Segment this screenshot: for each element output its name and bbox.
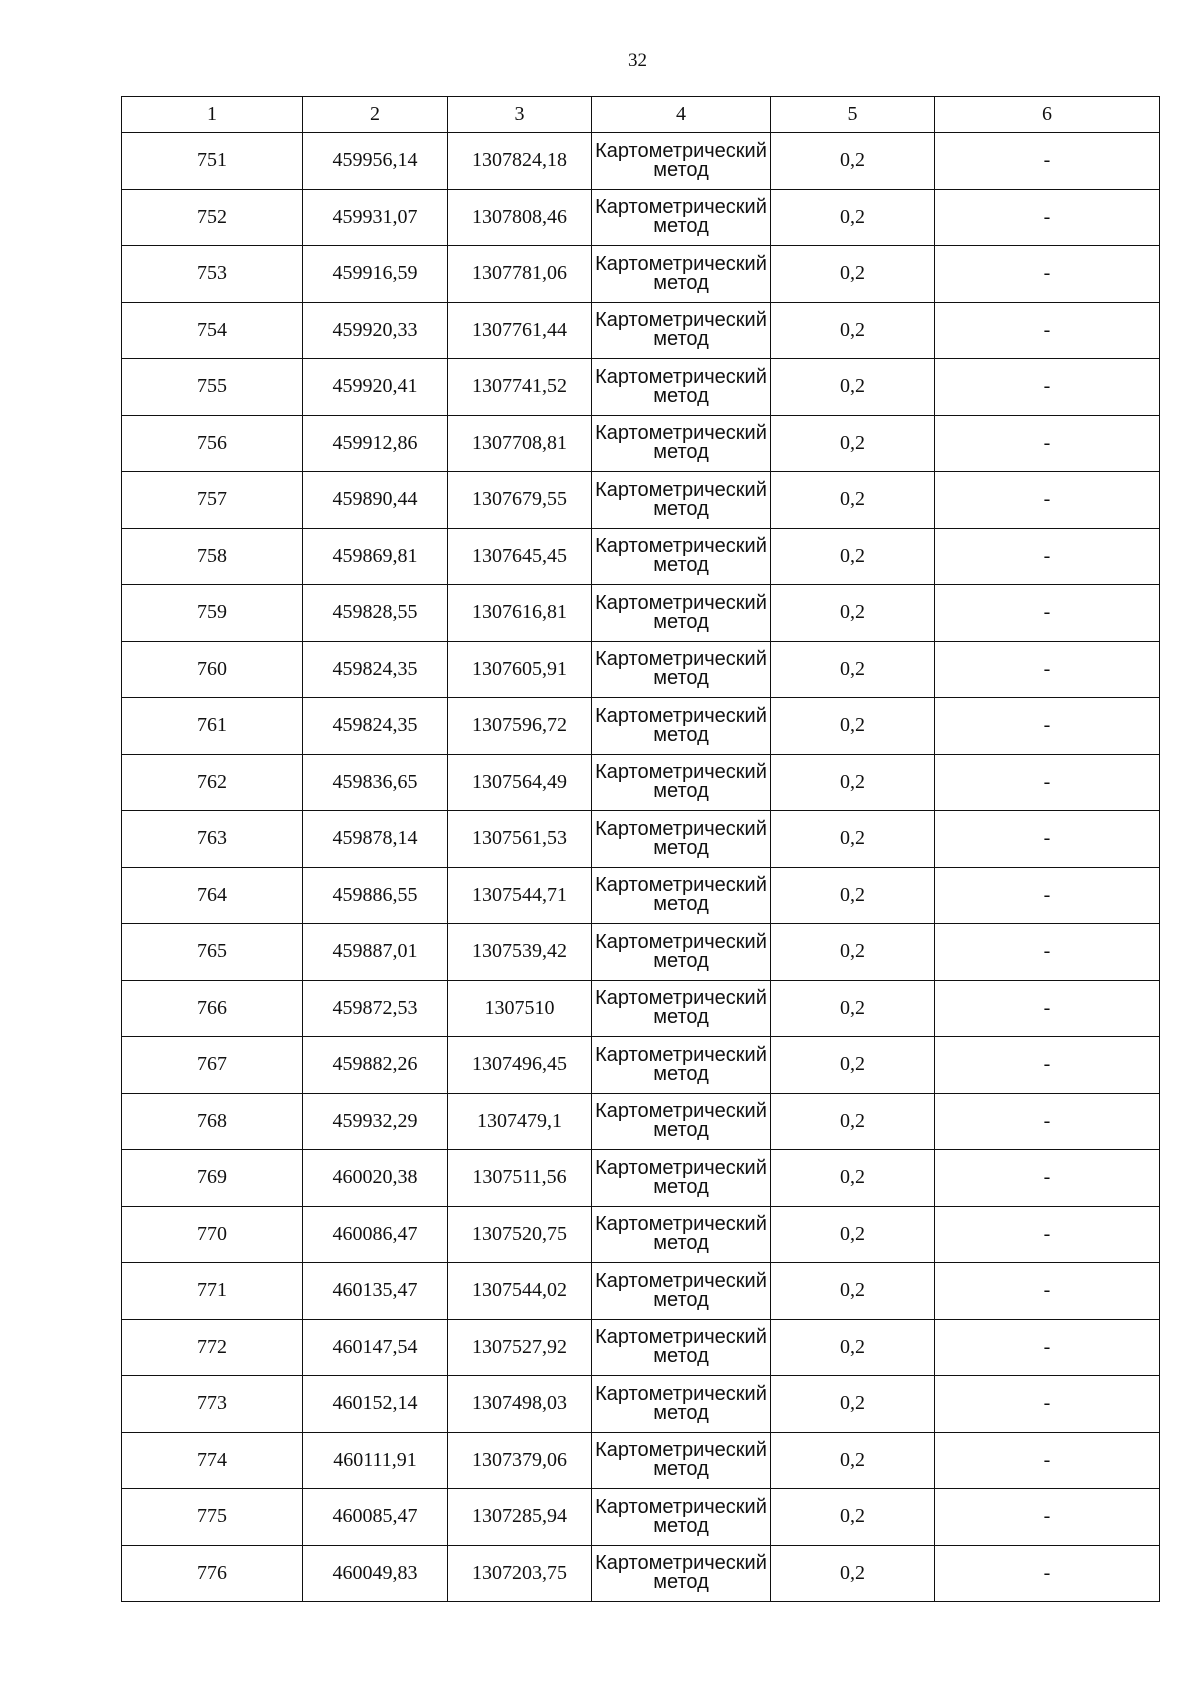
x-coordinate-cell: 460049,83 <box>303 1545 448 1602</box>
accuracy-cell: 0,2 <box>771 189 935 246</box>
x-coordinate-cell: 460085,47 <box>303 1489 448 1546</box>
method-line-1: Картометрический <box>595 874 767 897</box>
point-number-cell: 763 <box>122 811 303 868</box>
x-coordinate-cell: 460147,54 <box>303 1319 448 1376</box>
accuracy-cell: 0,2 <box>771 472 935 529</box>
point-number-cell: 759 <box>122 585 303 642</box>
table-row <box>122 246 1160 303</box>
method-line-1: Картометрический <box>595 252 767 275</box>
point-number-cell: 775 <box>122 1489 303 1546</box>
point-number-cell: 761 <box>122 698 303 755</box>
method-line-2: метод <box>653 1571 709 1594</box>
method-line-2: метод <box>653 723 709 746</box>
x-coordinate-cell: 459956,14 <box>303 133 448 190</box>
point-number-cell: 754 <box>122 302 303 359</box>
point-number-cell: 764 <box>122 867 303 924</box>
table-row <box>122 472 1160 529</box>
y-coordinate-cell: 1307616,81 <box>448 585 592 642</box>
method-line-2: метод <box>653 441 709 464</box>
note-cell: - <box>935 1206 1160 1263</box>
accuracy-cell: 0,2 <box>771 698 935 755</box>
method-line-1: Картометрический <box>595 930 767 953</box>
method-line-2: метод <box>653 836 709 859</box>
point-number-cell: 769 <box>122 1150 303 1207</box>
point-number-cell: 772 <box>122 1319 303 1376</box>
y-coordinate-cell: 1307496,45 <box>448 1037 592 1094</box>
y-coordinate-cell: 1307544,71 <box>448 867 592 924</box>
point-number-cell: 765 <box>122 924 303 981</box>
note-cell: - <box>935 811 1160 868</box>
method-line-1: Картометрический <box>595 761 767 784</box>
method-cell <box>592 1263 771 1320</box>
method-cell <box>592 585 771 642</box>
y-coordinate-cell: 1307498,03 <box>448 1376 592 1433</box>
point-number-cell: 767 <box>122 1037 303 1094</box>
point-number-cell: 757 <box>122 472 303 529</box>
point-number-cell: 751 <box>122 133 303 190</box>
column-header: 3 <box>448 97 592 133</box>
note-cell: - <box>935 754 1160 811</box>
method-line-1: Картометрический <box>595 648 767 671</box>
method-cell <box>592 1206 771 1263</box>
point-number-cell: 756 <box>122 415 303 472</box>
note-cell: - <box>935 528 1160 585</box>
method-line-2: метод <box>653 667 709 690</box>
table-row <box>122 133 1160 190</box>
header-row <box>122 97 1160 133</box>
method-cell <box>592 189 771 246</box>
method-cell <box>592 1376 771 1433</box>
table-row <box>122 1093 1160 1150</box>
note-cell: - <box>935 867 1160 924</box>
y-coordinate-cell: 1307520,75 <box>448 1206 592 1263</box>
y-coordinate-cell: 1307203,75 <box>448 1545 592 1602</box>
y-coordinate-cell: 1307539,42 <box>448 924 592 981</box>
x-coordinate-cell: 460111,91 <box>303 1432 448 1489</box>
y-coordinate-cell: 1307379,06 <box>448 1432 592 1489</box>
column-header: 5 <box>771 97 935 133</box>
y-coordinate-cell: 1307510 <box>448 980 592 1037</box>
method-line-1: Картометрический <box>595 309 767 332</box>
method-line-1: Картометрический <box>595 1552 767 1575</box>
table-row <box>122 528 1160 585</box>
table-row <box>122 359 1160 416</box>
method-line-2: метод <box>653 1175 709 1198</box>
table-row <box>122 754 1160 811</box>
method-line-2: метод <box>653 328 709 351</box>
y-coordinate-cell: 1307708,81 <box>448 415 592 472</box>
method-line-2: метод <box>653 215 709 238</box>
method-line-1: Картометрический <box>595 139 767 162</box>
method-cell <box>592 359 771 416</box>
x-coordinate-cell: 459828,55 <box>303 585 448 642</box>
column-header: 2 <box>303 97 448 133</box>
method-line-2: метод <box>653 1288 709 1311</box>
method-line-2: метод <box>653 271 709 294</box>
table-row <box>122 189 1160 246</box>
note-cell: - <box>935 641 1160 698</box>
accuracy-cell: 0,2 <box>771 1150 935 1207</box>
method-cell <box>592 415 771 472</box>
accuracy-cell: 0,2 <box>771 1263 935 1320</box>
table-row <box>122 1037 1160 1094</box>
y-coordinate-cell: 1307564,49 <box>448 754 592 811</box>
table-row <box>122 1376 1160 1433</box>
accuracy-cell: 0,2 <box>771 415 935 472</box>
x-coordinate-cell: 459920,41 <box>303 359 448 416</box>
table-row <box>122 1319 1160 1376</box>
point-number-cell: 758 <box>122 528 303 585</box>
note-cell: - <box>935 1263 1160 1320</box>
y-coordinate-cell: 1307511,56 <box>448 1150 592 1207</box>
method-line-2: метод <box>653 384 709 407</box>
accuracy-cell: 0,2 <box>771 246 935 303</box>
method-cell <box>592 472 771 529</box>
method-line-1: Картометрический <box>595 1382 767 1405</box>
method-line-2: метод <box>653 1062 709 1085</box>
x-coordinate-cell: 459824,35 <box>303 641 448 698</box>
accuracy-cell: 0,2 <box>771 867 935 924</box>
method-cell <box>592 246 771 303</box>
note-cell: - <box>935 1093 1160 1150</box>
method-line-2: метод <box>653 1006 709 1029</box>
accuracy-cell: 0,2 <box>771 980 935 1037</box>
method-cell <box>592 641 771 698</box>
method-line-2: метод <box>653 780 709 803</box>
method-line-1: Картометрический <box>595 1100 767 1123</box>
method-line-2: метод <box>653 1232 709 1255</box>
method-cell <box>592 528 771 585</box>
y-coordinate-cell: 1307761,44 <box>448 302 592 359</box>
note-cell: - <box>935 359 1160 416</box>
x-coordinate-cell: 459912,86 <box>303 415 448 472</box>
x-coordinate-cell: 459836,65 <box>303 754 448 811</box>
method-line-2: метод <box>653 610 709 633</box>
x-coordinate-cell: 459869,81 <box>303 528 448 585</box>
y-coordinate-cell: 1307605,91 <box>448 641 592 698</box>
method-line-1: Картометрический <box>595 591 767 614</box>
note-cell: - <box>935 302 1160 359</box>
method-line-2: метод <box>653 893 709 916</box>
table-row <box>122 415 1160 472</box>
point-number-cell: 768 <box>122 1093 303 1150</box>
method-line-1: Картометрический <box>595 196 767 219</box>
point-number-cell: 753 <box>122 246 303 303</box>
table-row <box>122 1545 1160 1602</box>
accuracy-cell: 0,2 <box>771 585 935 642</box>
accuracy-cell: 0,2 <box>771 641 935 698</box>
method-line-1: Картометрический <box>595 1326 767 1349</box>
accuracy-cell: 0,2 <box>771 1376 935 1433</box>
note-cell: - <box>935 698 1160 755</box>
y-coordinate-cell: 1307781,06 <box>448 246 592 303</box>
x-coordinate-cell: 459932,29 <box>303 1093 448 1150</box>
method-line-1: Картометрический <box>595 1269 767 1292</box>
method-line-1: Картометрический <box>595 535 767 558</box>
note-cell: - <box>935 1037 1160 1094</box>
note-cell: - <box>935 1489 1160 1546</box>
table-row <box>122 1263 1160 1320</box>
note-cell: - <box>935 924 1160 981</box>
page-number: 32 <box>628 50 647 71</box>
x-coordinate-cell: 459886,55 <box>303 867 448 924</box>
method-cell <box>592 1319 771 1376</box>
method-line-1: Картометрический <box>595 365 767 388</box>
point-number-cell: 770 <box>122 1206 303 1263</box>
method-line-1: Картометрический <box>595 987 767 1010</box>
note-cell: - <box>935 585 1160 642</box>
note-cell: - <box>935 1150 1160 1207</box>
y-coordinate-cell: 1307645,45 <box>448 528 592 585</box>
method-cell <box>592 1037 771 1094</box>
x-coordinate-cell: 459872,53 <box>303 980 448 1037</box>
method-cell <box>592 1093 771 1150</box>
coordinates-table <box>121 96 1160 1602</box>
y-coordinate-cell: 1307561,53 <box>448 811 592 868</box>
point-number-cell: 760 <box>122 641 303 698</box>
table-row <box>122 924 1160 981</box>
point-number-cell: 773 <box>122 1376 303 1433</box>
method-line-1: Картометрический <box>595 1156 767 1179</box>
x-coordinate-cell: 459931,07 <box>303 189 448 246</box>
accuracy-cell: 0,2 <box>771 1432 935 1489</box>
x-coordinate-cell: 459920,33 <box>303 302 448 359</box>
method-line-2: метод <box>653 1345 709 1368</box>
method-line-2: метод <box>653 554 709 577</box>
x-coordinate-cell: 460135,47 <box>303 1263 448 1320</box>
accuracy-cell: 0,2 <box>771 1037 935 1094</box>
y-coordinate-cell: 1307824,18 <box>448 133 592 190</box>
x-coordinate-cell: 459882,26 <box>303 1037 448 1094</box>
accuracy-cell: 0,2 <box>771 1489 935 1546</box>
method-cell <box>592 698 771 755</box>
method-line-2: метод <box>653 1401 709 1424</box>
note-cell: - <box>935 472 1160 529</box>
accuracy-cell: 0,2 <box>771 1545 935 1602</box>
accuracy-cell: 0,2 <box>771 811 935 868</box>
note-cell: - <box>935 1319 1160 1376</box>
note-cell: - <box>935 1432 1160 1489</box>
column-header: 6 <box>935 97 1160 133</box>
method-line-2: метод <box>653 1514 709 1537</box>
accuracy-cell: 0,2 <box>771 359 935 416</box>
method-line-1: Картометрический <box>595 1043 767 1066</box>
y-coordinate-cell: 1307479,1 <box>448 1093 592 1150</box>
method-cell <box>592 1432 771 1489</box>
method-cell <box>592 133 771 190</box>
x-coordinate-cell: 459824,35 <box>303 698 448 755</box>
accuracy-cell: 0,2 <box>771 1319 935 1376</box>
note-cell: - <box>935 1545 1160 1602</box>
method-cell <box>592 1489 771 1546</box>
method-line-1: Картометрический <box>595 817 767 840</box>
x-coordinate-cell: 459878,14 <box>303 811 448 868</box>
method-line-1: Картометрический <box>595 478 767 501</box>
accuracy-cell: 0,2 <box>771 302 935 359</box>
y-coordinate-cell: 1307808,46 <box>448 189 592 246</box>
point-number-cell: 771 <box>122 1263 303 1320</box>
y-coordinate-cell: 1307679,55 <box>448 472 592 529</box>
y-coordinate-cell: 1307596,72 <box>448 698 592 755</box>
y-coordinate-cell: 1307741,52 <box>448 359 592 416</box>
method-line-1: Картометрический <box>595 704 767 727</box>
table-row <box>122 698 1160 755</box>
table-row <box>122 980 1160 1037</box>
method-line-1: Картометрический <box>595 422 767 445</box>
point-number-cell: 766 <box>122 980 303 1037</box>
table-row <box>122 302 1160 359</box>
accuracy-cell: 0,2 <box>771 528 935 585</box>
method-line-1: Картометрический <box>595 1439 767 1462</box>
column-header: 1 <box>122 97 303 133</box>
point-number-cell: 752 <box>122 189 303 246</box>
note-cell: - <box>935 133 1160 190</box>
x-coordinate-cell: 460020,38 <box>303 1150 448 1207</box>
point-number-cell: 762 <box>122 754 303 811</box>
point-number-cell: 755 <box>122 359 303 416</box>
table-row <box>122 1432 1160 1489</box>
method-line-1: Картометрический <box>595 1213 767 1236</box>
method-line-2: метод <box>653 1458 709 1481</box>
accuracy-cell: 0,2 <box>771 924 935 981</box>
note-cell: - <box>935 980 1160 1037</box>
table-row <box>122 811 1160 868</box>
method-line-2: метод <box>653 497 709 520</box>
method-cell <box>592 1150 771 1207</box>
x-coordinate-cell: 459890,44 <box>303 472 448 529</box>
table-row <box>122 1489 1160 1546</box>
method-cell <box>592 1545 771 1602</box>
method-cell <box>592 754 771 811</box>
y-coordinate-cell: 1307527,92 <box>448 1319 592 1376</box>
y-coordinate-cell: 1307285,94 <box>448 1489 592 1546</box>
table-row <box>122 641 1160 698</box>
accuracy-cell: 0,2 <box>771 1206 935 1263</box>
y-coordinate-cell: 1307544,02 <box>448 1263 592 1320</box>
table-row <box>122 867 1160 924</box>
accuracy-cell: 0,2 <box>771 133 935 190</box>
x-coordinate-cell: 459916,59 <box>303 246 448 303</box>
table-row <box>122 585 1160 642</box>
x-coordinate-cell: 459887,01 <box>303 924 448 981</box>
point-number-cell: 776 <box>122 1545 303 1602</box>
accuracy-cell: 0,2 <box>771 754 935 811</box>
method-line-2: метод <box>653 1119 709 1142</box>
x-coordinate-cell: 460152,14 <box>303 1376 448 1433</box>
accuracy-cell: 0,2 <box>771 1093 935 1150</box>
method-line-2: метод <box>653 949 709 972</box>
table-row <box>122 1206 1160 1263</box>
note-cell: - <box>935 246 1160 303</box>
note-cell: - <box>935 189 1160 246</box>
method-line-1: Картометрический <box>595 1495 767 1518</box>
point-number-cell: 774 <box>122 1432 303 1489</box>
x-coordinate-cell: 460086,47 <box>303 1206 448 1263</box>
method-cell <box>592 867 771 924</box>
table-row <box>122 1150 1160 1207</box>
note-cell: - <box>935 1376 1160 1433</box>
method-cell <box>592 980 771 1037</box>
method-line-2: метод <box>653 158 709 181</box>
column-header: 4 <box>592 97 771 133</box>
note-cell: - <box>935 415 1160 472</box>
method-cell <box>592 924 771 981</box>
method-cell <box>592 811 771 868</box>
method-cell <box>592 302 771 359</box>
